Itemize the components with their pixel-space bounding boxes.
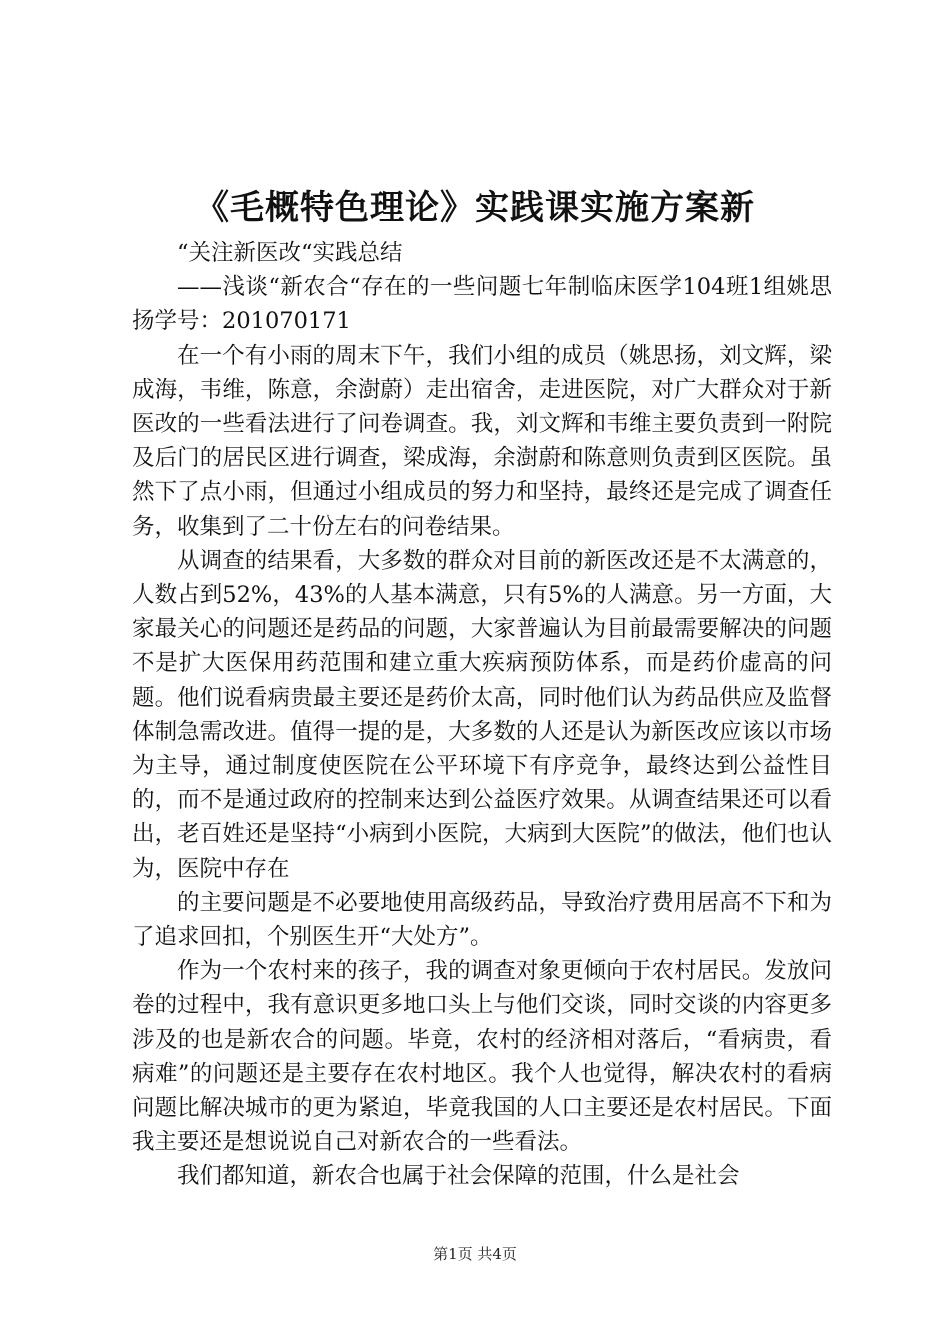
body-paragraph: 从调查的结果看，大多数的群众对目前的新医改还是不太满意的，人数占到52%，43%的人基本满意，只有5%的人满意。另一方面，大家最关心的问题还是药品的问题，大家普遍认为目前最需要解决的问题不是扩大医保用药范围和建立重大疾病预防体系，而是药价虚高的问题。他们说看病贵最主要还是药价太高，同时他们认为药品供应及监督体制急需改进。值得一提的是，大多数的人还是认为新医改应该以市场为主导，通过制度使医院在公平环境下有序竞争，最终达到公益性目的，而不是通过政府的控制来达到公益医疗效果。从调查结果还可以看出，老百姓还是坚持“小病到小医院，大病到大医院”的做法，他们也认为，医院中存在 xyxy=(132,547,832,882)
body-paragraph: 的主要问题是不必要地使用高级药品，导致治疗费用居高不下和为了追求回扣，个别医生开“大处方”。 xyxy=(132,889,832,951)
body-paragraph: 在一个有小雨的周末下午，我们小组的成员（姚思扬，刘文辉，梁成海，韦维，陈意，余澍蔚）走出宿舍，走进医院，对广大群众对于新医改的一些看法进行了问卷调查。我，刘文辉和韦维主要负责到一附院及后门的居民区进行调查，梁成海，余澍蔚和陈意则负责到区医院。虽然下了点小雨，但通过小组成员的努力和坚持，最终还是完成了调查任务，收集到了二十份左右的问卷结果。 xyxy=(132,342,832,540)
document-body xyxy=(132,236,832,1194)
subtitle-paragraph: “关注新医改“实践总结 xyxy=(177,240,403,266)
byline-paragraph: ——浅谈“新农合“存在的一些问题七年制临床医学104班1组姚思扬学号：201070171 xyxy=(132,274,832,335)
page-number-footer: 第1页 共4页 xyxy=(433,1245,517,1263)
body-paragraph: 作为一个农村来的孩子，我的调查对象更倾向于农村居民。发放问卷的过程中，我有意识更多地口头上与他们交谈，同时交谈的内容更多涉及的也是新农合的问题。毕竟，农村的经济相对落后，“看病贵，看病难”的问题还是主要存在农村地区。我个人也觉得，解决农村的看病问题比解决城市的更为紧迫，毕竟我国的人口主要还是农村居民。下面我主要还是想说说自己对新农合的一些看法。 xyxy=(132,958,832,1156)
body-paragraph: 我们都知道，新农合也属于社会保障的范围，什么是社会 xyxy=(177,1163,740,1190)
document-title: 《毛概特色理论》实践课实施方案新 xyxy=(195,188,755,228)
